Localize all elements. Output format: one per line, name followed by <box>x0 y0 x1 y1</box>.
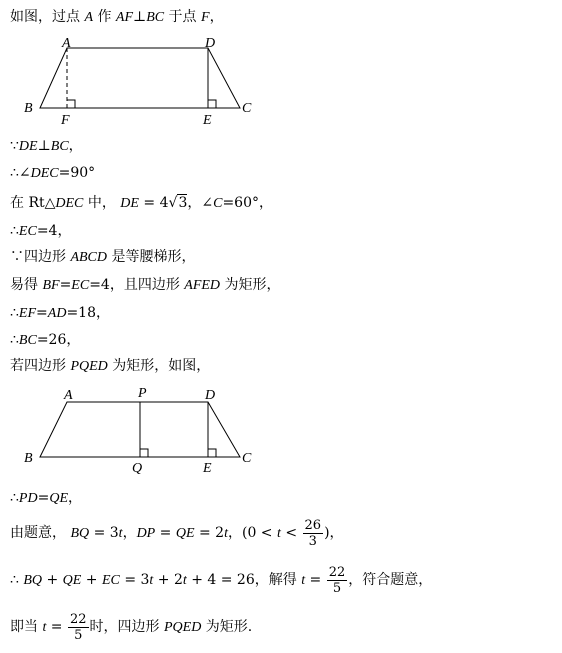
denominator: 5 <box>332 580 342 596</box>
text: =18， <box>66 305 110 321</box>
label-b: B <box>24 101 33 116</box>
text-line-4 <box>10 194 273 213</box>
numerator: 22 <box>69 611 87 627</box>
var: EC <box>18 224 37 239</box>
var: t <box>42 620 47 635</box>
var: DEC <box>30 166 59 181</box>
text: = <box>36 305 48 321</box>
fraction <box>303 518 324 549</box>
because-symbol: ∵ <box>10 138 19 154</box>
text: = 3 <box>89 525 119 541</box>
text: 为矩形， <box>220 277 281 293</box>
text-line-2 <box>10 137 83 156</box>
label-c: C <box>242 101 252 116</box>
trapezoid-figure-1 <box>20 36 270 126</box>
text-line-1 <box>10 8 224 27</box>
var: t <box>182 573 187 588</box>
text-line-13 <box>10 563 432 598</box>
text: + <box>81 572 102 588</box>
var: BC <box>18 333 37 348</box>
text: 时，四边形 <box>89 619 164 635</box>
text: 为矩形. <box>201 619 253 635</box>
label-a: A <box>64 388 73 403</box>
text: ，∠ <box>187 195 214 211</box>
text: ，(0 < <box>227 525 277 541</box>
therefore-symbol: ∴ <box>10 490 19 506</box>
numerator: 26 <box>304 517 322 533</box>
text: = 3 <box>119 572 150 588</box>
var: EC <box>71 278 90 293</box>
label-f: F <box>61 113 70 126</box>
var: EC <box>101 573 120 588</box>
therefore-symbol: ∴ <box>10 572 24 588</box>
text: 是等腰梯形， <box>107 249 196 265</box>
label-b: B <box>24 451 33 466</box>
text-line-5 <box>10 222 71 241</box>
var: A <box>84 10 94 25</box>
trapezoid-outline <box>40 48 240 108</box>
text: < <box>280 525 302 541</box>
right-angle-mark-f <box>67 100 75 108</box>
text: ∵四边形 <box>10 249 71 265</box>
var: PD <box>18 491 38 506</box>
sqrt-radicand: 3 <box>178 195 188 211</box>
var: PQED <box>163 620 202 635</box>
text-line-8 <box>10 304 110 323</box>
label-d: D <box>205 36 216 51</box>
var: t <box>301 573 306 588</box>
text: 作 <box>93 9 116 25</box>
right-angle-mark-e <box>208 449 216 457</box>
text-line-14 <box>10 610 252 645</box>
text: 由题意， <box>10 525 71 541</box>
therefore-symbol: ∴∠ <box>10 165 31 181</box>
text: = <box>305 572 326 588</box>
text-line-12 <box>10 516 344 551</box>
text: ， <box>68 138 83 154</box>
text-line-7 <box>10 276 281 295</box>
var: DE <box>18 139 38 154</box>
therefore-symbol: ∴ <box>10 223 19 239</box>
text: )， <box>324 525 344 541</box>
text: = 2 <box>194 525 225 541</box>
var: BC <box>146 10 165 25</box>
label-e: E <box>203 113 212 126</box>
right-angle-mark-e <box>208 100 216 108</box>
var: t <box>149 573 154 588</box>
therefore-symbol: ∴ <box>10 332 19 348</box>
text: =60°， <box>222 195 273 211</box>
fraction <box>327 565 348 596</box>
therefore-symbol: ∴ <box>10 305 19 321</box>
var: EF <box>18 306 37 321</box>
sqrt-sign: √ <box>168 195 178 211</box>
text-line-3 <box>10 164 95 183</box>
var: DE <box>120 196 139 211</box>
label-q: Q <box>132 461 143 476</box>
right-angle-mark-q <box>140 449 148 457</box>
fraction <box>68 612 89 643</box>
text: = <box>59 277 72 293</box>
text: =26， <box>36 332 81 348</box>
var: BQ <box>70 526 90 541</box>
var: BQ <box>23 573 43 588</box>
label-p: P <box>138 386 147 401</box>
var: QE <box>62 573 82 588</box>
var: QE <box>175 526 195 541</box>
var: F <box>201 10 210 25</box>
text: 中， <box>83 195 121 211</box>
label-d: D <box>205 388 216 403</box>
label-e: E <box>203 461 212 476</box>
numerator: 22 <box>328 564 346 580</box>
var: QE <box>49 491 68 506</box>
text-line-9 <box>10 331 80 350</box>
text: =4， <box>36 223 72 239</box>
var: AFED <box>184 278 221 293</box>
text-line-10 <box>10 357 210 376</box>
var: BF <box>42 278 60 293</box>
denominator: 5 <box>74 627 83 643</box>
text: 如图，过点 <box>10 9 85 25</box>
var: t <box>118 526 123 541</box>
var: ABCD <box>70 250 108 265</box>
text: ， <box>68 490 82 506</box>
label-a: A <box>62 36 71 51</box>
var: AF <box>115 10 134 25</box>
text: 易得 <box>10 277 43 293</box>
perp-symbol: ⊥ <box>37 138 51 154</box>
label-c: C <box>242 451 252 466</box>
var: t <box>224 526 228 541</box>
var: BC <box>50 139 69 154</box>
text: + <box>42 572 63 588</box>
text: + 2 <box>153 572 183 588</box>
perp-symbol: ⊥ <box>133 9 147 25</box>
var: DP <box>136 526 156 541</box>
text-line-6 <box>10 248 195 267</box>
text: =4，且四边形 <box>89 277 185 293</box>
trapezoid-figure-2 <box>20 384 270 476</box>
text: =90° <box>58 165 96 181</box>
text: + 4 = 26，解得 <box>186 572 302 588</box>
text: ，符合题意， <box>348 572 433 588</box>
text: 在 Rt△ <box>10 195 56 211</box>
text: = <box>46 619 67 635</box>
text: = <box>155 525 176 541</box>
text: 若四边形 <box>10 358 71 374</box>
var: C <box>213 196 223 211</box>
text: 即当 <box>10 619 43 635</box>
var: DEC <box>55 196 84 211</box>
text-line-11 <box>10 489 82 508</box>
var: AD <box>47 306 67 321</box>
text: ， <box>122 525 137 541</box>
var: t <box>276 526 281 541</box>
text: = <box>37 490 50 506</box>
var: PQED <box>70 359 108 374</box>
text: 为矩形，如图， <box>107 358 211 374</box>
denominator: 3 <box>308 533 317 549</box>
text: 于点 <box>164 9 201 25</box>
text: ， <box>209 9 224 25</box>
text: = 4 <box>138 195 169 211</box>
